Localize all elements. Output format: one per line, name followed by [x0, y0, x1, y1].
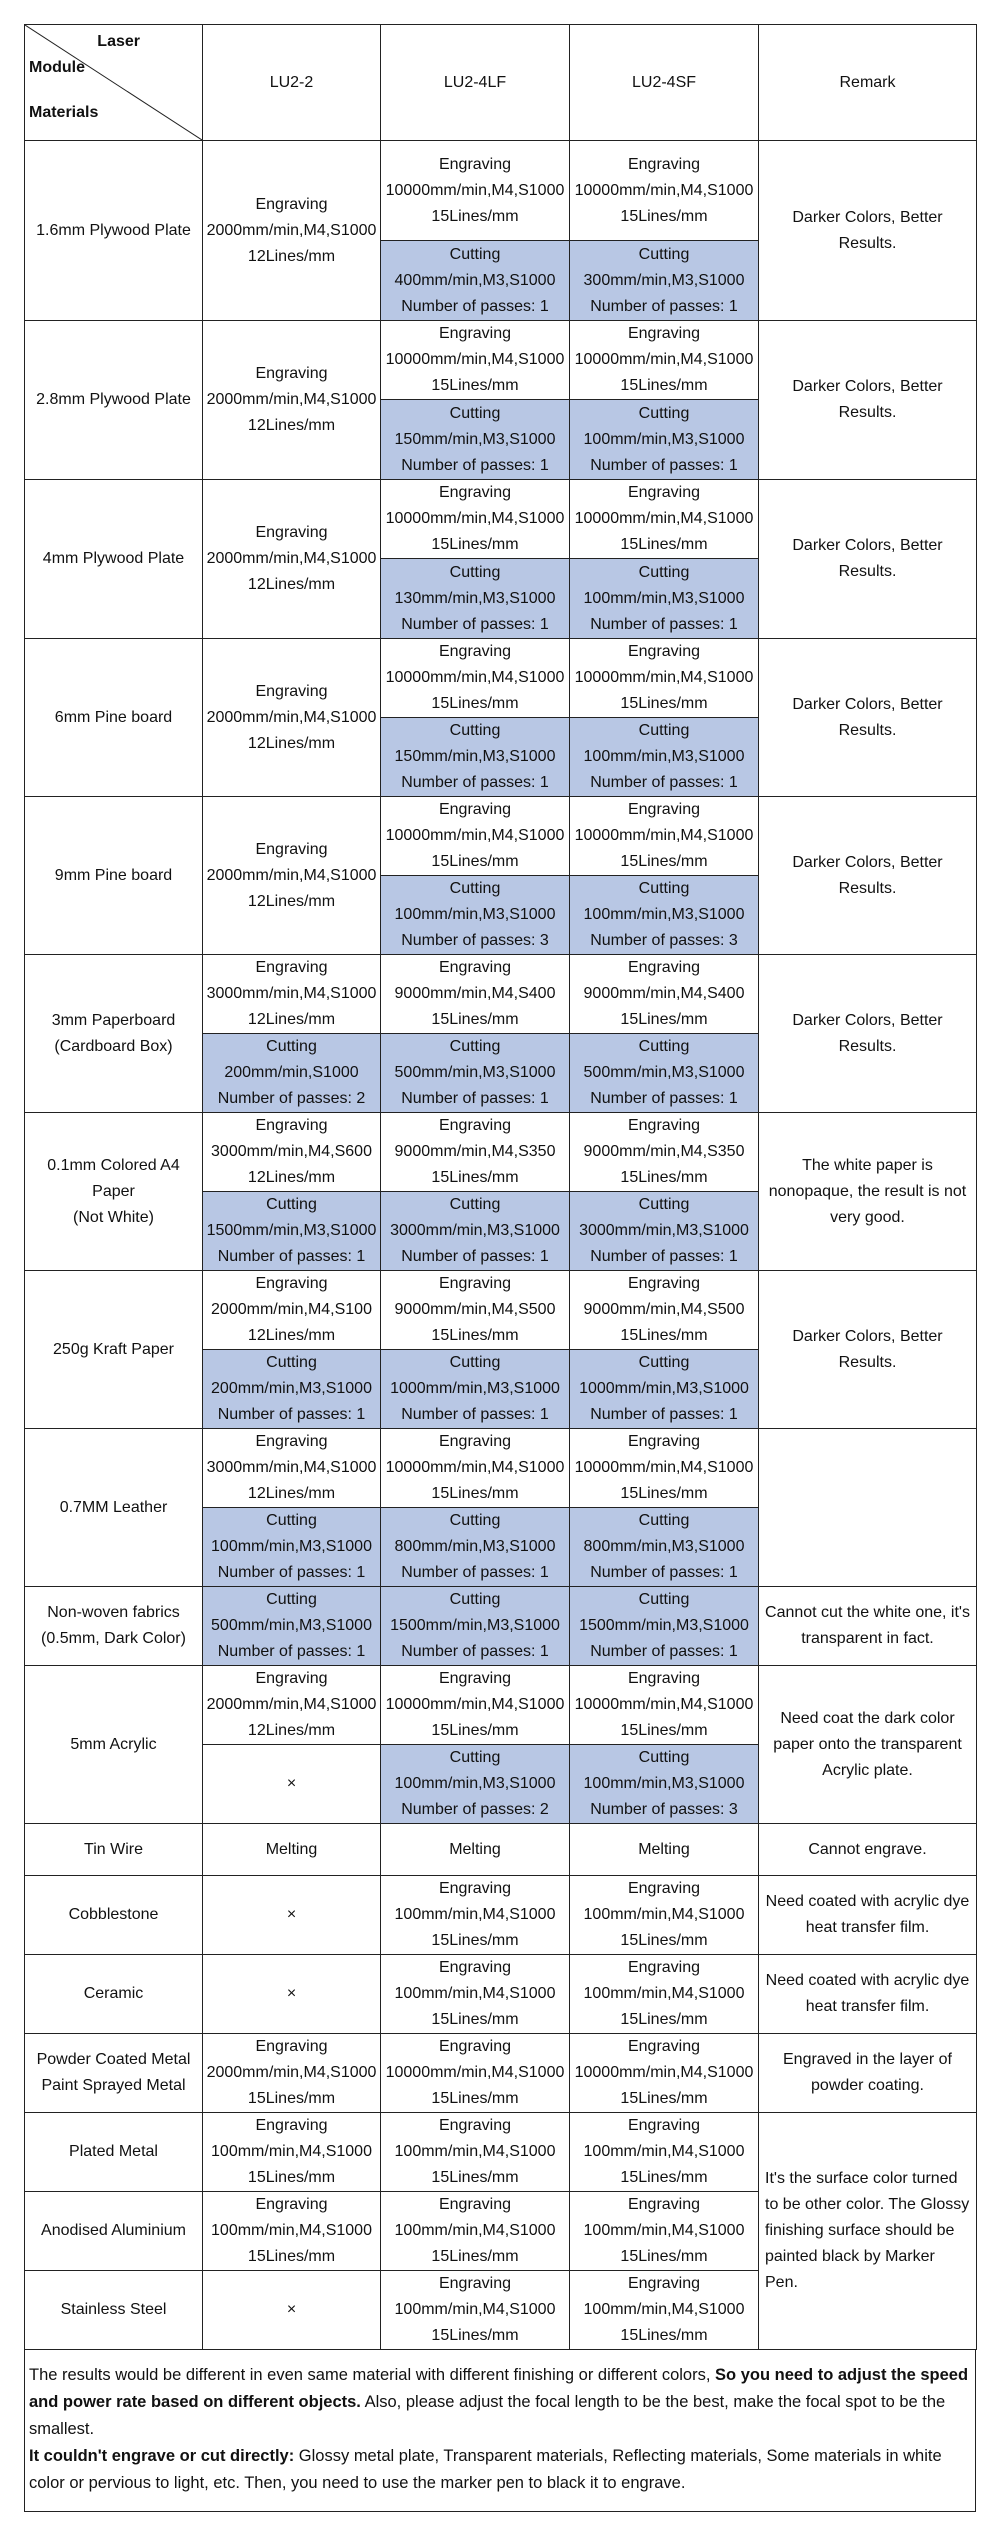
lu2-4sf-cutting: Cutting 100mm/min,M3,S1000 Number of passes: 3: [570, 1745, 759, 1824]
table-row: [25, 2034, 977, 2113]
lu2-4lf-engraving: Engraving 10000mm/min,M4,S1000 15Lines/mm: [381, 141, 570, 241]
lu2-4sf-engraving: Engraving 10000mm/min,M4,S1000 15Lines/mm: [570, 480, 759, 559]
material-name: 4mm Plywood Plate: [25, 480, 203, 639]
lu2-2-engraving: Engraving 3000mm/min,M4,S1000 12Lines/mm: [203, 955, 381, 1034]
lu2-4lf-engraving: Engraving 10000mm/min,M4,S1000 15Lines/mm: [381, 1429, 570, 1508]
lu2-2-engraving: Engraving 3000mm/min,M4,S600 12Lines/mm: [203, 1113, 381, 1192]
lu2-4lf-cutting: Cutting 800mm/min,M3,S1000 Number of passes: 1: [381, 1508, 570, 1587]
lu2-2-setting: Engraving 2000mm/min,M4,S1000 12Lines/mm: [203, 797, 381, 955]
lu2-4lf-cutting: Cutting 1500mm/min,M3,S1000 Number of passes: 1: [381, 1587, 570, 1666]
remark-text: Cannot engrave.: [759, 1824, 977, 1876]
lu2-2-setting: Engraving 2000mm/min,M4,S1000 15Lines/mm: [203, 2034, 381, 2113]
lu2-4sf-setting: Engraving 10000mm/min,M4,S1000 15Lines/mm: [570, 2034, 759, 2113]
remark-text: Darker Colors, Better Results.: [759, 639, 977, 797]
material-name: Anodised Aluminium: [25, 2192, 203, 2271]
remark-text: Need coated with acrylic dye heat transfer film.: [759, 1876, 977, 1955]
lu2-4sf-setting: Engraving 100mm/min,M4,S1000 15Lines/mm: [570, 2192, 759, 2271]
column-header-remark: Remark: [759, 25, 977, 141]
lu2-4sf-engraving: Engraving 10000mm/min,M4,S1000 15Lines/mm: [570, 141, 759, 241]
corner-laser-label: Laser: [97, 33, 140, 50]
material-name: Stainless Steel: [25, 2271, 203, 2350]
lu2-2-setting: ×: [203, 1955, 381, 2034]
remark-text: Darker Colors, Better Results.: [759, 141, 977, 321]
lu2-2-cutting: Cutting 200mm/min,M3,S1000 Number of passes: 1: [203, 1350, 381, 1429]
lu2-4sf-setting: Engraving 100mm/min,M4,S1000 15Lines/mm: [570, 1955, 759, 2034]
lu2-4lf-setting: Engraving 100mm/min,M4,S1000 15Lines/mm: [381, 1955, 570, 2034]
lu2-4sf-setting: Engraving 100mm/min,M4,S1000 15Lines/mm: [570, 1876, 759, 1955]
lu2-4sf-cutting: Cutting 100mm/min,M3,S1000 Number of passes: 1: [570, 718, 759, 797]
material-name: 9mm Pine board: [25, 797, 203, 955]
material-name: 5mm Acrylic: [25, 1666, 203, 1824]
lu2-4lf-setting: Engraving 10000mm/min,M4,S1000 15Lines/mm: [381, 2034, 570, 2113]
footnote-paragraph-2: [29, 2443, 969, 2497]
table-row: [25, 1271, 977, 1350]
material-name: 0.7MM Leather: [25, 1429, 203, 1587]
lu2-4lf-engraving: Engraving 9000mm/min,M4,S350 15Lines/mm: [381, 1113, 570, 1192]
material-name: 2.8mm Plywood Plate: [25, 321, 203, 480]
lu2-4lf-cutting: Cutting 3000mm/min,M3,S1000 Number of passes: 1: [381, 1192, 570, 1271]
header-corner-cell: [25, 25, 203, 141]
lu2-4lf-engraving: Engraving 10000mm/min,M4,S1000 15Lines/mm: [381, 797, 570, 876]
lu2-4sf-engraving: Engraving 10000mm/min,M4,S1000 15Lines/mm: [570, 639, 759, 718]
lu2-4lf-setting: Engraving 100mm/min,M4,S1000 15Lines/mm: [381, 2271, 570, 2350]
table-row: [25, 797, 977, 876]
lu2-4lf-cutting: Cutting 150mm/min,M3,S1000 Number of passes: 1: [381, 718, 570, 797]
material-name: 3mm Paperboard (Cardboard Box): [25, 955, 203, 1113]
footnote-text: Glossy metal plate, Transparent materials, Reflecting materials, Some materials in white color or pervious to light, etc. Then, you need to use the marker pen to black it to engrave.: [29, 2447, 942, 2492]
lu2-2-not-supported: ×: [203, 1745, 381, 1824]
material-name: Cobblestone: [25, 1876, 203, 1955]
table-row: [25, 1113, 977, 1192]
lu2-2-setting: Engraving 100mm/min,M4,S1000 15Lines/mm: [203, 2192, 381, 2271]
lu2-4sf-cutting: Cutting 100mm/min,M3,S1000 Number of passes: 3: [570, 876, 759, 955]
lu2-4lf-cutting: Cutting 100mm/min,M3,S1000 Number of passes: 2: [381, 1745, 570, 1824]
lu2-4lf-cutting: Cutting 1000mm/min,M3,S1000 Number of passes: 1: [381, 1350, 570, 1429]
lu2-2-setting: Melting: [203, 1824, 381, 1876]
lu2-2-setting: ×: [203, 2271, 381, 2350]
material-name: Non-woven fabrics (0.5mm, Dark Color): [25, 1587, 203, 1666]
remark-text: Cannot cut the white one, it's transparent in fact.: [759, 1587, 977, 1666]
lu2-4lf-setting: Engraving 100mm/min,M4,S1000 15Lines/mm: [381, 2192, 570, 2271]
lu2-4sf-engraving: Engraving 10000mm/min,M4,S1000 15Lines/mm: [570, 1666, 759, 1745]
table-row: [25, 1824, 977, 1876]
lu2-4lf-engraving: Engraving 10000mm/min,M4,S1000 15Lines/mm: [381, 321, 570, 400]
lu2-2-setting: ×: [203, 1876, 381, 1955]
lu2-2-setting: Engraving 100mm/min,M4,S1000 15Lines/mm: [203, 2113, 381, 2192]
lu2-4sf-cutting: Cutting 100mm/min,M3,S1000 Number of passes: 1: [570, 400, 759, 480]
lu2-4lf-engraving: Engraving 9000mm/min,M4,S500 15Lines/mm: [381, 1271, 570, 1350]
remark-text: Need coated with acrylic dye heat transfer film.: [759, 1955, 977, 2034]
material-name: Ceramic: [25, 1955, 203, 2034]
table-row: [25, 480, 977, 559]
remark-text: Darker Colors, Better Results.: [759, 797, 977, 955]
lu2-4lf-setting: Engraving 100mm/min,M4,S1000 15Lines/mm: [381, 1876, 570, 1955]
material-name: Plated Metal: [25, 2113, 203, 2192]
table-row: [25, 1876, 977, 1955]
lu2-4sf-engraving: Engraving 10000mm/min,M4,S1000 15Lines/mm: [570, 1429, 759, 1508]
lu2-4sf-cutting: Cutting 1000mm/min,M3,S1000 Number of passes: 1: [570, 1350, 759, 1429]
table-row: [25, 1587, 977, 1666]
table-row: [25, 1429, 977, 1508]
lu2-4sf-cutting: Cutting 3000mm/min,M3,S1000 Number of passes: 1: [570, 1192, 759, 1271]
lu2-2-setting: Engraving 2000mm/min,M4,S1000 12Lines/mm: [203, 321, 381, 480]
column-header-lu2-2: LU2-2: [203, 25, 381, 141]
remark-text: Engraved in the layer of powder coating.: [759, 2034, 977, 2113]
lu2-4sf-setting: Melting: [570, 1824, 759, 1876]
lu2-2-setting: Engraving 2000mm/min,M4,S1000 12Lines/mm: [203, 639, 381, 797]
lu2-4lf-setting: Engraving 100mm/min,M4,S1000 15Lines/mm: [381, 2113, 570, 2192]
material-name: 6mm Pine board: [25, 639, 203, 797]
lu2-4lf-engraving: Engraving 10000mm/min,M4,S1000 15Lines/mm: [381, 639, 570, 718]
lu2-2-cutting: Cutting 1500mm/min,M3,S1000 Number of passes: 1: [203, 1192, 381, 1271]
remark-text: [759, 1429, 977, 1587]
lu2-4sf-setting: Engraving 100mm/min,M4,S1000 15Lines/mm: [570, 2271, 759, 2350]
lu2-4sf-engraving: Engraving 10000mm/min,M4,S1000 15Lines/mm: [570, 797, 759, 876]
remark-text: Need coat the dark color paper onto the transparent Acrylic plate.: [759, 1666, 977, 1824]
remark-text: Darker Colors, Better Results.: [759, 321, 977, 480]
lu2-4lf-engraving: Engraving 9000mm/min,M4,S400 15Lines/mm: [381, 955, 570, 1034]
lu2-4sf-engraving: Engraving 9000mm/min,M4,S400 15Lines/mm: [570, 955, 759, 1034]
table-row: [25, 141, 977, 241]
table-row: [25, 1955, 977, 2034]
lu2-2-setting: Engraving 2000mm/min,M4,S1000 12Lines/mm: [203, 480, 381, 639]
lu2-4sf-cutting: Cutting 500mm/min,M3,S1000 Number of passes: 1: [570, 1034, 759, 1113]
material-name: Powder Coated Metal Paint Sprayed Metal: [25, 2034, 203, 2113]
material-name: 0.1mm Colored A4 Paper (Not White): [25, 1113, 203, 1271]
lu2-4lf-engraving: Engraving 10000mm/min,M4,S1000 15Lines/mm: [381, 480, 570, 559]
corner-materials-label: Materials: [29, 104, 99, 121]
material-name: Tin Wire: [25, 1824, 203, 1876]
remark-text: The white paper is nonopaque, the result is not very good.: [759, 1113, 977, 1271]
remark-text: It's the surface color turned to be other color. The Glossy finishing surface should be painted black by Marker Pen.: [759, 2113, 977, 2350]
remark-text: Darker Colors, Better Results.: [759, 1271, 977, 1429]
lu2-4sf-cutting: Cutting 100mm/min,M3,S1000 Number of passes: 1: [570, 559, 759, 639]
column-header-lu2-4lf: LU2-4LF: [381, 25, 570, 141]
footnote-paragraph-1: [29, 2362, 969, 2443]
lu2-4lf-cutting: Cutting 130mm/min,M3,S1000 Number of passes: 1: [381, 559, 570, 639]
table-row: [25, 955, 977, 1034]
lu2-4lf-cutting: Cutting 500mm/min,M3,S1000 Number of passes: 1: [381, 1034, 570, 1113]
lu2-4lf-cutting: Cutting 400mm/min,M3,S1000 Number of passes: 1: [381, 241, 570, 321]
lu2-4sf-cutting: Cutting 800mm/min,M3,S1000 Number of passes: 1: [570, 1508, 759, 1587]
lu2-2-cutting: Cutting 200mm/min,S1000 Number of passes: 2: [203, 1034, 381, 1113]
laser-settings-table: [24, 24, 977, 2350]
lu2-4lf-cutting: Cutting 100mm/min,M3,S1000 Number of passes: 3: [381, 876, 570, 955]
lu2-4sf-engraving: Engraving 10000mm/min,M4,S1000 15Lines/mm: [570, 321, 759, 400]
table-row: [25, 1666, 977, 1745]
lu2-4lf-cutting: Cutting 150mm/min,M3,S1000 Number of passes: 1: [381, 400, 570, 480]
material-name: 250g Kraft Paper: [25, 1271, 203, 1429]
corner-module-label: Module: [29, 59, 85, 76]
remark-text: Darker Colors, Better Results.: [759, 480, 977, 639]
material-name: 1.6mm Plywood Plate: [25, 141, 203, 321]
table-row: [25, 321, 977, 400]
lu2-2-engraving: Engraving 3000mm/min,M4,S1000 12Lines/mm: [203, 1429, 381, 1508]
column-header-lu2-4sf: LU2-4SF: [570, 25, 759, 141]
lu2-4sf-setting: Engraving 100mm/min,M4,S1000 15Lines/mm: [570, 2113, 759, 2192]
remark-text: Darker Colors, Better Results.: [759, 955, 977, 1113]
lu2-4lf-engraving: Engraving 10000mm/min,M4,S1000 15Lines/mm: [381, 1666, 570, 1745]
footnote-text: The results would be different in even same material with different finishing or different colors,: [29, 2366, 716, 2384]
settings-document: [24, 24, 976, 2512]
lu2-4lf-setting: Melting: [381, 1824, 570, 1876]
table-row: [25, 2113, 977, 2192]
lu2-4sf-cutting: Cutting 1500mm/min,M3,S1000 Number of passes: 1: [570, 1587, 759, 1666]
lu2-4sf-cutting: Cutting 300mm/min,M3,S1000 Number of passes: 1: [570, 241, 759, 321]
lu2-2-engraving: Engraving 2000mm/min,M4,S100 12Lines/mm: [203, 1271, 381, 1350]
footnote-emphasis: It couldn't engrave or cut directly:: [29, 2447, 295, 2465]
footnote-text: Also, please adjust the focal length to be the best, make the focal spot to be the smallest.: [29, 2393, 946, 2438]
footnote: [24, 2350, 976, 2512]
lu2-2-cutting: Cutting 100mm/min,M3,S1000 Number of passes: 1: [203, 1508, 381, 1587]
lu2-2-cutting: Cutting 500mm/min,M3,S1000 Number of passes: 1: [203, 1587, 381, 1666]
lu2-2-setting: Engraving 2000mm/min,M4,S1000 12Lines/mm: [203, 141, 381, 321]
footnote-emphasis: So you need to adjust the speed and power rate based on different objects.: [29, 2366, 969, 2411]
lu2-2-engraving: Engraving 2000mm/min,M4,S1000 12Lines/mm: [203, 1666, 381, 1745]
lu2-4sf-engraving: Engraving 9000mm/min,M4,S350 15Lines/mm: [570, 1113, 759, 1192]
table-row: [25, 639, 977, 718]
header-row: [25, 25, 977, 141]
lu2-4sf-engraving: Engraving 9000mm/min,M4,S500 15Lines/mm: [570, 1271, 759, 1350]
